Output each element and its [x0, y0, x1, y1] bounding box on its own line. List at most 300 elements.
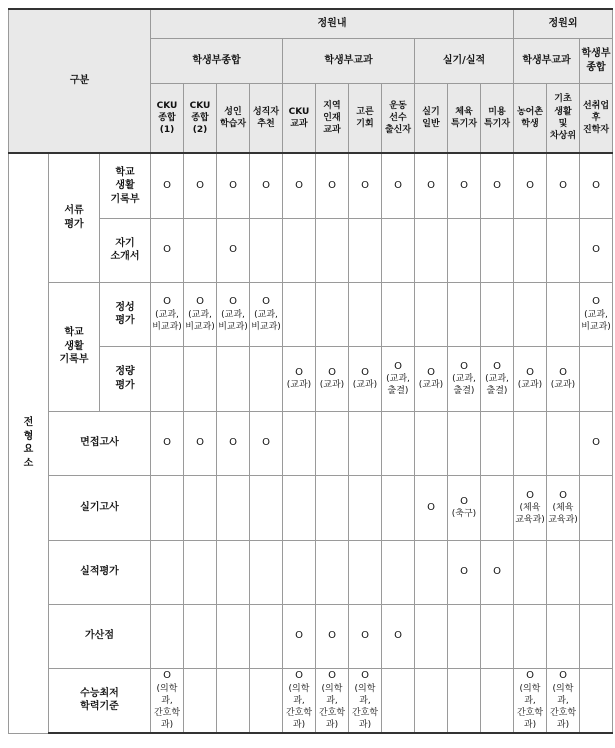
cell-note: (교과, [254, 309, 278, 320]
table-cell [217, 411, 250, 475]
cell-mark: O [328, 180, 336, 191]
cell-mark: O [361, 670, 369, 682]
label-line: 기회 [356, 118, 374, 129]
cell-mark: O [196, 180, 204, 191]
table-cell [250, 540, 283, 604]
table-cell [250, 218, 283, 282]
table-cell [415, 153, 448, 218]
cell-mark: O [229, 180, 237, 191]
cell-note: 간호학과) [516, 708, 544, 731]
col-sports-specialist [448, 83, 481, 153]
label-line: 운동 [389, 100, 407, 111]
col-employed-first [580, 83, 613, 153]
cell-note: (의학과, [519, 683, 541, 706]
label-line: 특기자 [483, 118, 511, 129]
table-cell [547, 153, 580, 218]
table-cell [580, 218, 613, 282]
label-line: 소개서 [110, 251, 140, 262]
cell-note: 비교과) [152, 321, 182, 332]
table-cell [217, 218, 250, 282]
table-cell [481, 411, 514, 475]
table-cell [316, 153, 349, 218]
cell-note: (교과) [550, 380, 576, 391]
table-cell [547, 346, 580, 411]
label-line: 선취업 [582, 100, 610, 111]
table-cell [481, 153, 514, 218]
row-school-record [9, 153, 613, 218]
cell-mark: O [427, 180, 435, 191]
col-rural-student [514, 83, 547, 153]
label-line: 가산점 [85, 630, 114, 642]
cell-mark: O [493, 180, 501, 191]
table-cell [415, 540, 448, 604]
table-cell [217, 475, 250, 540]
cell-mark: O [526, 180, 534, 191]
label-line: 및 [558, 118, 568, 129]
table-cell [283, 475, 316, 540]
table-cell [580, 604, 613, 668]
label-line: 교과 [290, 118, 308, 129]
table-cell [349, 346, 382, 411]
table-cell [151, 475, 184, 540]
cell-mark: O [163, 437, 171, 449]
cell-note: (의학과, [156, 683, 178, 706]
row-csat-minimum [9, 668, 613, 733]
table-cell [448, 475, 481, 540]
label-line: 실기 [422, 106, 440, 117]
label-line: (2) [192, 124, 208, 135]
table-cell [184, 475, 217, 540]
table-cell [547, 218, 580, 282]
header-out-quota: 정원외 [514, 9, 613, 38]
cell-mark: O [328, 630, 336, 642]
table-cell [250, 411, 283, 475]
label-line: CKU [189, 100, 211, 111]
table-cell [514, 218, 547, 282]
table-cell [514, 153, 547, 218]
label-document-evaluation [49, 153, 100, 282]
table-cell [481, 668, 514, 733]
table-cell [217, 540, 250, 604]
cell-mark: O [196, 437, 204, 449]
table-cell [547, 411, 580, 475]
label-line: 실적평가 [80, 566, 119, 578]
label-line: 종합 [191, 112, 209, 123]
label-line: CKU [156, 100, 178, 111]
label-interview [49, 411, 151, 475]
cell-note: 비교과) [218, 321, 248, 332]
col-regional-talent-subject [316, 83, 349, 153]
cell-note: (의학과, [354, 683, 376, 706]
table-cell [250, 346, 283, 411]
table-cell [547, 282, 580, 346]
cell-mark: O [493, 566, 501, 578]
label-school-record [100, 153, 151, 218]
label-line: 형 [23, 430, 34, 442]
label-line: 학교 [115, 166, 135, 178]
table-cell [382, 411, 415, 475]
cell-note: (교과) [352, 380, 378, 391]
table-cell [382, 346, 415, 411]
cell-note: (교과) [418, 380, 444, 391]
table-cell [250, 475, 283, 540]
label-line: 학력기준 [80, 701, 119, 713]
table-cell [184, 218, 217, 282]
table-cell [151, 346, 184, 411]
cell-note: 간호학과) [153, 708, 181, 731]
cell-mark: O [559, 489, 567, 501]
cell-mark: O [394, 360, 402, 372]
table-cell [316, 346, 349, 411]
label-line: 출신자 [384, 124, 412, 135]
group-comprehensive: 학생부종합 [151, 38, 283, 83]
table-cell [514, 475, 547, 540]
cell-note: (축구) [451, 509, 477, 520]
col-cku-comprehensive-2 [184, 83, 217, 153]
table-cell [250, 282, 283, 346]
table-cell [349, 475, 382, 540]
header-row-quota [9, 9, 613, 38]
table-cell [316, 218, 349, 282]
selection-elements-table-wrapper [8, 8, 613, 734]
row-performance-evaluation [9, 540, 613, 604]
cell-note: (교과, [452, 374, 476, 385]
label-qualitative-evaluation [100, 282, 151, 346]
cell-mark: O [361, 630, 369, 642]
label-line: 인재 [323, 112, 341, 123]
table-cell [448, 218, 481, 282]
cell-mark: O [229, 296, 237, 308]
table-cell [349, 411, 382, 475]
table-cell [415, 604, 448, 668]
cell-note: 비교과) [251, 321, 281, 332]
cell-mark: O [559, 670, 567, 682]
cell-mark: O [328, 670, 336, 682]
table-cell [448, 282, 481, 346]
cell-mark: O [526, 366, 534, 378]
table-cell [151, 218, 184, 282]
cell-mark: O [295, 630, 303, 642]
cell-note: (교과) [319, 380, 345, 391]
table-cell [415, 411, 448, 475]
cell-mark: O [526, 670, 534, 682]
table-cell [217, 282, 250, 346]
table-cell [349, 282, 382, 346]
label-line: 기록부 [59, 354, 89, 366]
cell-note: 출결) [486, 386, 508, 397]
label-quantitative-evaluation [100, 346, 151, 411]
col-adult-learner [217, 83, 250, 153]
cell-mark: O [460, 566, 468, 578]
table-cell [184, 604, 217, 668]
table-cell [283, 153, 316, 218]
table-cell [217, 153, 250, 218]
label-school-record-group [49, 282, 100, 411]
table-cell [514, 346, 547, 411]
label-line: 수능최저 [80, 687, 119, 699]
cell-note: 비교과) [185, 321, 215, 332]
label-line: 평가 [64, 218, 84, 230]
table-cell [415, 346, 448, 411]
table-cell [580, 668, 613, 733]
label-line: 미용 [488, 106, 506, 117]
table-cell [514, 411, 547, 475]
label-line: 학교 [64, 327, 84, 339]
table-cell [151, 282, 184, 346]
label-line: 고른 [356, 106, 374, 117]
label-line: 생활 [554, 106, 572, 117]
label-line: 후 [591, 112, 601, 123]
table-cell [448, 346, 481, 411]
table-cell [151, 604, 184, 668]
cell-note: (교과) [517, 380, 543, 391]
cell-mark: O [592, 296, 600, 308]
label-line: 면접고사 [80, 437, 119, 449]
table-cell [382, 604, 415, 668]
table-cell [514, 282, 547, 346]
table-cell [316, 604, 349, 668]
table-cell [283, 282, 316, 346]
table-cell [448, 540, 481, 604]
table-cell [349, 540, 382, 604]
cell-mark: O [361, 366, 369, 378]
table-cell [547, 668, 580, 733]
table-cell [316, 411, 349, 475]
cell-mark: O [295, 366, 303, 378]
table-cell [481, 604, 514, 668]
table-cell [415, 668, 448, 733]
label-line: 요 [23, 444, 34, 456]
cell-mark: O [163, 296, 171, 308]
table-cell [184, 346, 217, 411]
cell-note: 교육과) [548, 515, 578, 526]
cell-note: 간호학과) [549, 708, 577, 731]
label-line: 학생 [521, 118, 539, 129]
cell-mark: O [295, 180, 303, 191]
cell-mark: O [460, 180, 468, 191]
table-cell [382, 153, 415, 218]
cell-mark: O [295, 670, 303, 682]
table-cell [382, 218, 415, 282]
group-practical-performance: 실기/실적 [415, 38, 514, 83]
table-cell [217, 346, 250, 411]
row-qualitative-evaluation [9, 282, 613, 346]
table-cell [547, 540, 580, 604]
table-cell [481, 540, 514, 604]
cell-note: (교과, [584, 309, 608, 320]
cell-mark: O [229, 244, 237, 256]
table-cell [448, 153, 481, 218]
col-cku-subject [283, 83, 316, 153]
cell-note: (교과, [485, 374, 509, 385]
label-practical-exam [49, 475, 151, 540]
table-cell [448, 668, 481, 733]
table-cell [184, 153, 217, 218]
label-line: 지역 [323, 100, 341, 111]
label-line: 기초 [554, 94, 572, 105]
cell-mark: O [559, 366, 567, 378]
label-line: 평가 [115, 379, 135, 391]
table-cell [448, 411, 481, 475]
cell-note: (체육 [552, 503, 574, 514]
table-cell [382, 475, 415, 540]
table-cell [415, 282, 448, 346]
table-cell [349, 668, 382, 733]
cell-mark: O [262, 296, 270, 308]
label-performance-evaluation [49, 540, 151, 604]
row-bonus-points [9, 604, 613, 668]
cell-mark: O [163, 180, 171, 191]
label-line: 추천 [257, 118, 275, 129]
table-cell [415, 218, 448, 282]
table-cell [250, 604, 283, 668]
group-subject: 학생부교과 [283, 38, 415, 83]
label-line: 선수 [389, 112, 407, 123]
label-line: 특기자 [450, 118, 478, 129]
cell-note: 간호학과) [318, 708, 346, 731]
table-cell [250, 153, 283, 218]
cell-mark: O [328, 366, 336, 378]
table-cell [217, 668, 250, 733]
cell-note: 비교과) [581, 321, 611, 332]
table-cell [514, 604, 547, 668]
table-cell [514, 540, 547, 604]
table-cell [349, 604, 382, 668]
label-line: 소 [23, 457, 34, 469]
group-subject-outside: 학생부교과 [514, 38, 580, 83]
col-cku-comprehensive-1 [151, 83, 184, 153]
table-cell [382, 668, 415, 733]
cell-note: 교육과) [515, 515, 545, 526]
label-line: 기록부 [110, 193, 140, 205]
cell-note: (체육 [519, 503, 541, 514]
table-cell [283, 411, 316, 475]
label-selection-elements [9, 153, 49, 733]
label-line: 실기고사 [80, 501, 119, 513]
table-cell [184, 540, 217, 604]
label-line: 차상위 [549, 130, 577, 141]
cell-note: (교과, [188, 309, 212, 320]
label-line: (1) [159, 124, 175, 135]
table-cell [316, 475, 349, 540]
cell-mark: O [262, 180, 270, 191]
cell-mark: O [559, 180, 567, 191]
table-cell [283, 218, 316, 282]
table-cell [151, 411, 184, 475]
table-cell [283, 668, 316, 733]
cell-mark: O [262, 437, 270, 449]
col-equal-opportunity [349, 83, 382, 153]
table-cell [283, 540, 316, 604]
cell-mark: O [163, 670, 171, 682]
label-line: 종합 [158, 112, 176, 123]
table-cell [481, 346, 514, 411]
cell-mark: O [163, 244, 171, 256]
cell-mark: O [229, 437, 237, 449]
table-cell [580, 346, 613, 411]
label-line: 생활 [115, 180, 135, 191]
cell-note: (의학과, [552, 683, 574, 706]
label-line: 평가 [115, 315, 135, 326]
cell-note: 출결) [453, 386, 475, 397]
table-cell [217, 604, 250, 668]
table-cell [283, 604, 316, 668]
row-self-introduction [9, 218, 613, 282]
cell-mark: O [394, 630, 402, 642]
label-line: 교과 [323, 124, 341, 135]
row-quantitative-evaluation [9, 346, 613, 411]
table-cell [349, 153, 382, 218]
cell-mark: O [361, 180, 369, 191]
label-line: 성인 [224, 106, 242, 117]
table-cell [580, 153, 613, 218]
cell-note: (교과, [155, 309, 179, 320]
cell-note: 출결) [387, 386, 409, 397]
col-clergy-recommendation [250, 83, 283, 153]
table-cell [151, 153, 184, 218]
table-cell [184, 411, 217, 475]
label-line: 학습자 [219, 118, 247, 129]
table-cell [448, 604, 481, 668]
row-practical-exam [9, 475, 613, 540]
table-cell [382, 540, 415, 604]
label-line: CKU [288, 106, 310, 117]
table-cell [580, 475, 613, 540]
col-beauty-specialist [481, 83, 514, 153]
label-bonus-points [49, 604, 151, 668]
table-cell [316, 668, 349, 733]
cell-note: 간호학과) [351, 708, 379, 731]
label-line: 체육 [455, 106, 473, 117]
table-cell [316, 540, 349, 604]
cell-mark: O [592, 437, 600, 449]
table-cell [481, 475, 514, 540]
table-cell [415, 475, 448, 540]
cell-mark: O [460, 495, 468, 507]
header-in-quota: 정원내 [151, 9, 514, 38]
cell-note: (의학과, [288, 683, 310, 706]
table-cell [547, 475, 580, 540]
table-cell [184, 282, 217, 346]
label-csat-minimum [49, 668, 151, 733]
label-line: 진학자 [582, 124, 610, 135]
row-interview [9, 411, 613, 475]
label-line: 일반 [422, 118, 440, 129]
label-line: 정량 [115, 366, 135, 377]
cell-mark: O [394, 180, 402, 191]
cell-mark: O [592, 244, 600, 256]
table-cell [184, 668, 217, 733]
table-cell [580, 540, 613, 604]
cell-note: (의학과, [321, 683, 343, 706]
table-cell [151, 668, 184, 733]
table-cell [580, 282, 613, 346]
table-cell [349, 218, 382, 282]
cell-mark: O [427, 366, 435, 378]
cell-mark: O [460, 360, 468, 372]
label-line: 서류 [64, 205, 84, 217]
cell-mark: O [493, 360, 501, 372]
col-basic-livelihood [547, 83, 580, 153]
label-self-introduction [100, 218, 151, 282]
table-cell [547, 604, 580, 668]
table-cell [382, 282, 415, 346]
table-cell [514, 668, 547, 733]
cell-mark: O [196, 296, 204, 308]
table-cell [283, 346, 316, 411]
header-gubun: 구분 [9, 9, 151, 153]
table-cell [580, 411, 613, 475]
